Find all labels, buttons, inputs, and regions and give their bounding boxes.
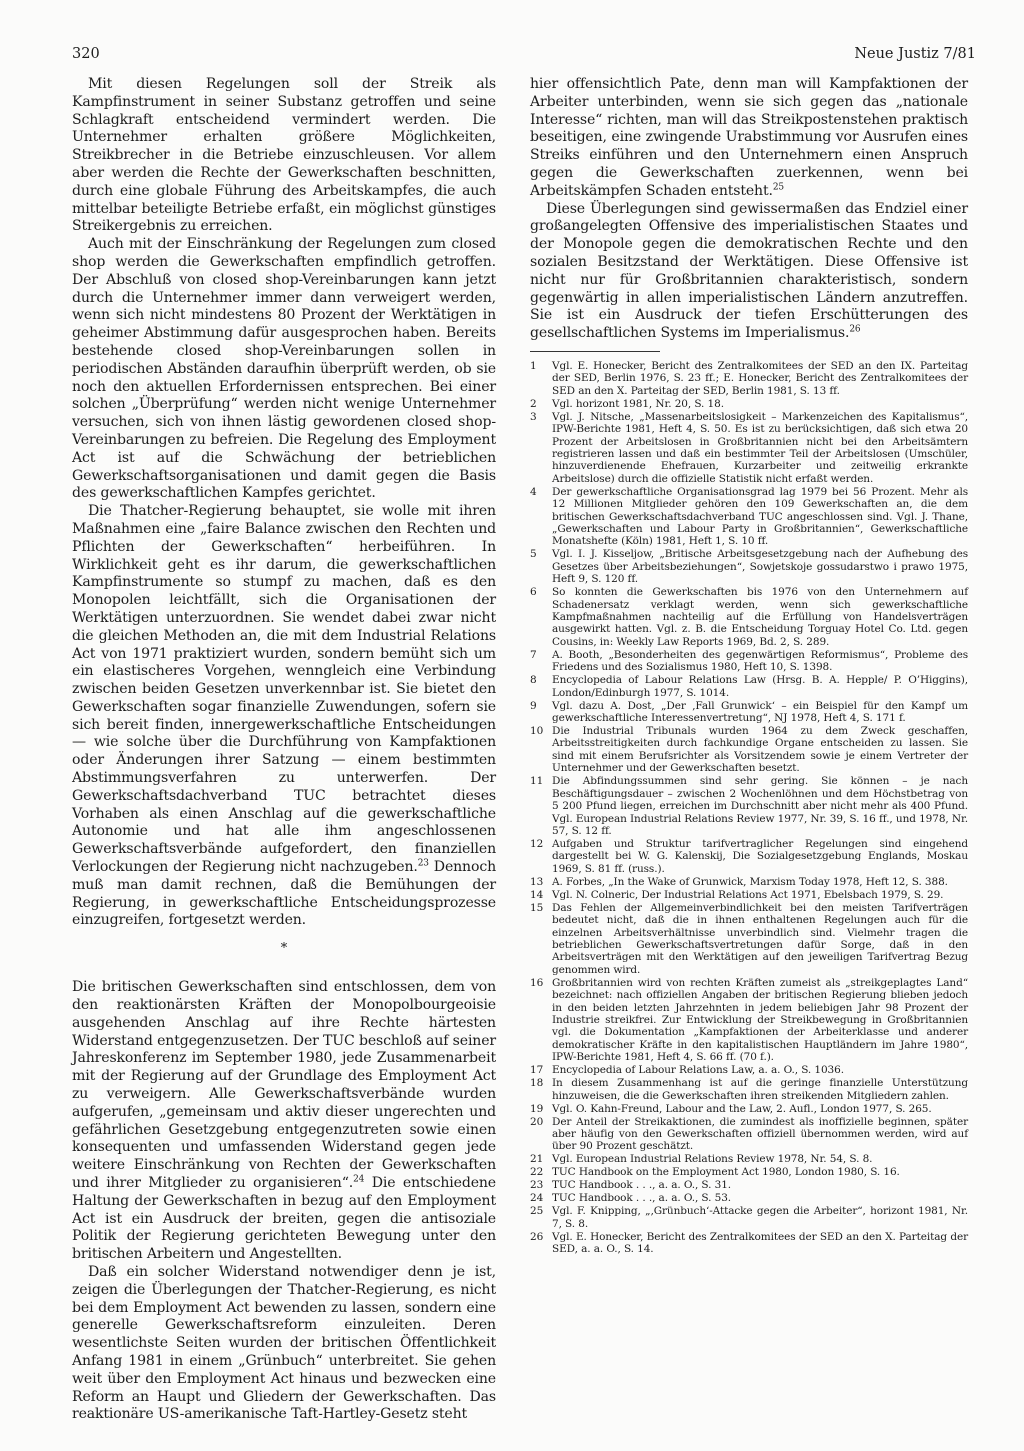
footnote-number: 10 (530, 725, 544, 738)
journal-issue: Neue Justiz 7/81 (854, 46, 976, 62)
footnote-number: 21 (530, 1153, 544, 1166)
footnote-text: Die Industrial Tribunals wurden 1964 zu dem Zweck geschaffen, Arbeitsstreitigkeiten durch fachkundige Organe entscheiden zu lassen. Sie sind mit einem Berufsrichter als Vorsitzendem sowie je einem Vertreter der Unternehmer und der Gewerkschaften besetzt. (552, 725, 968, 775)
footnote-text: Vgl. horizont 1981, Nr. 20, S. 18. (552, 397, 724, 410)
section-separator: * (280, 941, 288, 957)
footnote-item (530, 411, 968, 485)
page-number: 320 (72, 46, 100, 62)
left-column (72, 76, 496, 1424)
footnote-text: Großbritannien wird von rechten Kräften zumeist als „streikgeplagtes Land“ bezeichnet: nach offiziellen Angaben der britischen Regierung blieben jedoch in den beiden letzten Jahrzehnten in jedem beliebigen Jahr 98 Prozent der Industrie streikfrei. Zur Entwicklung der Streikbewegung in Großbritannien vgl. die Dokumentation „Kampfaktionen der Arbeiterklasse und anderer demokratischer Kräfte in den kapitalistischen Hauptländern im Jahre 1980“, IPW-Berichte 1981, Heft 4, S. 66 ff. (70 f.). (552, 976, 968, 1064)
footnote-number: 12 (530, 837, 544, 850)
footnote-ref[interactable]: 23 (417, 858, 429, 869)
footnote-item (530, 1064, 968, 1076)
footnote-number: 3 (530, 410, 537, 423)
footnote-number: 4 (530, 485, 537, 498)
footnote-item (530, 889, 968, 901)
footnote-text: A. Forbes, „In the Wake of Grunwick, Marxism Today 1978, Heft 12, S. 388. (552, 875, 948, 888)
paragraph: Daß ein solcher Widerstand notwendiger denn je ist, zeigen die Überlegungen der Thatcher-Regierung, es nicht bei dem Employment Act bewenden zu lassen, sondern eine generelle Gewerkschaftsreform einzuleiten. Deren wesentlichste Seiten wurden der britischen Öffentlichkeit Anfang 1981 in einem „Grünbuch“ unterbreitet. Sie gehen weit über den Employment Act hinaus und bezwecken eine Reform an Haupt und Gliedern der Gewerkschaften. Das reaktionäre US-amerikanische Taft-Hartley-Gesetz steht (72, 1264, 496, 1423)
footnote-number: 25 (530, 1205, 544, 1218)
footnote-item (530, 649, 968, 674)
footnote-item (530, 876, 968, 888)
paragraph-text: Die Thatcher-Regierung behauptet, sie wolle mit ihren Maßnahmen eine „faire Balance zwischen den Rechten und Pflichten der Gewerkschaften“ herbeiführen. In Wirklichkeit geht es ihr darum, die gewerkschaftlichen Kampfinstrumente so stumpf zu machen, daß es den Monopolen leichtfällt, sich die Organisationen der Werktätigen unterzuordnen. Sie wendet dabei zwar nicht die gleichen Methoden an, die mit dem Industrial Relations Act von 1971 praktiziert wurden, sondern bemüht sich um ein elastischeres Vorgehen, wenngleich eine Verbindung zwischen beiden Gesetzen unverkennbar ist. Sie bietet den Gewerkschaften sogar finanzielle Zuwendungen, sofern sie sich bereit finden, innergewerkschaftliche Entscheidungen — wie solche über die Durchführung von Kampfaktionen oder Änderungen ihrer Satzung — einem bestimmten Abstimmungsverfahren zu unterwerfen. Der Gewerkschaftsdachverband TUC betrachtet dieses Vorhaben als einen Anschlag auf die gewerkschaftliche Autonomie und hat alle ihm angeschlossenen Gewerkschaftsverbände aufgefordert, den finanziellen Verlockungen der Regierung nicht nachzugeben. (72, 503, 496, 876)
paragraph-text: Die entschiedene Haltung der Gewerkschaften in bezug auf den Employment Act ist ein Ausdruck der breiten, gegen die antisoziale Politik der Regierung gerichteten Bewegung unter den britischen Arbeitern und Angestellten. (72, 1175, 496, 1263)
footnote-number: 19 (530, 1102, 544, 1115)
footnote-text: Der Anteil der Streikaktionen, die zumindest als inoffizielle beginnen, später aber häufig von den Gewerkschaften offiziell übernommen werden, wird auf über 90 Prozent geschätzt. (552, 1115, 968, 1153)
footnote-text: Der gewerkschaftliche Organisationsgrad lag 1979 bei 56 Prozent. Mehr als 12 Millionen Mitglieder gehören den 109 Gewerkschaften an, die dem britischen Gewerkschaftsdachverband TUC angeschlossen sind. Vgl. J. Thane, „Gewerkschaften und Labour Party in Großbritannien“, Gewerkschaftliche Monatshefte (Köln) 1981, Heft 1, S. 10 ff. (552, 485, 968, 548)
footnote-text: Vgl. I. J. Kisseljow, „Britische Arbeitsgesetzgebung nach der Aufhebung des Gesetzes über Arbeitsbeziehungen“, Sowjetskoje gossudarstwo i prawo 1975, Heft 9, S. 120 ff. (552, 548, 968, 586)
footnote-item (530, 1205, 968, 1230)
footnotes (530, 360, 968, 1256)
footnote-number: 5 (530, 548, 537, 561)
footnote-number: 9 (530, 699, 537, 712)
footnote-number: 8 (530, 674, 537, 687)
footnote-item (530, 1179, 968, 1191)
footnote-item (530, 1116, 968, 1153)
footnote-text: Vgl. J. Nitsche, „Massenarbeitslosigkeit – Markenzeichen des Kapitalismus“, IPW-Berichte 1981, Heft 4, S. 50. Es ist zu berücksichtigen, daß sich etwa 20 Prozent der Arbeitslosen in Großbritannien nicht bei den Arbeitsämtern registrieren lassen und daß ein bestimmter Teil der Arbeitslosen (Umschüler, hinzuverdienende Ehefrauen, Kurzarbeiter und zeitweilig erkrankte Arbeitslose) durch die offizielle Statistik nicht erfaßt werden. (552, 410, 968, 485)
paragraph-text: Die britischen Gewerkschaften sind entschlossen, dem von den reaktionärsten Kräften der Monopolbourgeoisie ausgehenden Anschlag auf ihre Rechte härtesten Widerstand entgegenzusetzen. Der TUC beschloß auf seiner Jahreskonferenz im September 1980, jede Zusammenarbeit mit der Regierung auf der Grundlage des Employment Act zu verweigern. Alle Gewerkschaftsverbände wurden aufgerufen, „gemeinsam und aktiv dieser ungerechten und gefährlichen Gesetzgebung entgegenzutreten sowie einen konsequenten und umfassenden Widerstand gegen jede weitere Einschränkung von Rechten der Gewerkschaften und ihrer Mitglieder zu organisieren“. (72, 979, 497, 1192)
footnote-number: 2 (530, 397, 537, 410)
footnote-item (530, 360, 968, 397)
footnote-number: 22 (530, 1166, 544, 1179)
footnote-text: Vgl. O. Kahn-Freund, Labour and the Law, 2. Aufl., London 1977, S. 265. (552, 1102, 932, 1115)
footnote-number: 16 (530, 976, 544, 989)
footnote-item (530, 586, 968, 648)
paragraph (72, 979, 496, 1264)
footnote-item (530, 486, 968, 548)
paragraph: Mit diesen Regelungen soll der Streik als Kampfinstrument in seiner Substanz getroffen und seine Schlagkraft entscheidend vermindert werden. Die Unternehmer erhalten größere Möglichkeiten, Streikbrecher in die Betriebe einzuschleusen. Vor allem aber werden die Rechte der Gewerkschaften beschnitten, durch eine globale Führung des Arbeitskampfes, die auch mittelbar beteiligte Betriebe erfaßt, ein möglichst günstiges Streikergebnis zu erreichen. (72, 76, 496, 235)
footnote-text: TUC Handbook . . ., a. a. O., S. 31. (552, 1179, 732, 1192)
footnote-item (530, 775, 968, 837)
footnote-item (530, 548, 968, 585)
paragraph-text: Diese Überlegungen sind gewissermaßen das Endziel einer großangelegten Offensive des imperialistischen Staates und der Monopole gegen die demokratischen Rechte und den sozialen Besitzstand der Werktätigen. Diese Offensive ist nicht nur für Großbritannien charakteristisch, sondern gegenwärtig in allen imperialistischen Ländern anzutreffen. Sie ist ein Ausdruck der tiefen Erschütterungen des gesellschaftlichen Systems im Imperialismus. (530, 200, 968, 342)
footnote-number: 13 (530, 875, 544, 888)
footnote-number: 1 (530, 359, 537, 372)
footnote-text: Aufgaben und Struktur tarifvertraglicher Regelungen sind eingehend dargestellt bei W. G. Kalenskij, Die Sozialgesetzgebung Englands, Moskau 1969, S. 81 ff. (russ.). (552, 837, 968, 875)
footnote-item (530, 725, 968, 775)
footnote-item (530, 700, 968, 725)
footnote-text: Encyclopedia of Labour Relations Law, a. a. O., S. 1036. (552, 1064, 844, 1077)
footnote-text: Vgl. E. Honecker, Bericht des Zentralkomitees der SED an den X. Parteitag der SED, a. a. O., S. 14. (552, 1230, 968, 1256)
footnote-text: In diesem Zusammenhang ist auf die geringe finanzielle Unterstützung hinzuweisen, die die Gewerkschaften ihren streikenden Mitgliedern zahlen. (552, 1077, 968, 1102)
footnote-number: 6 (530, 586, 537, 599)
footnote-text: So konnten die Gewerkschaften bis 1976 von den Unternehmern auf Schadenersatz verklagt werden, wenn sich gewerkschaftliche Kampfmaßnahmen nachteilig auf die Erfüllung von Handelsverträgen ausgewirkt hatten. Vgl. z. B. die Entscheidung Torguay Hotel Co. Ltd. gegen Cousins, in: Weekly Law Reports 1969, Bd. 2, S. 289. (552, 586, 968, 648)
footnote-item (530, 1166, 968, 1178)
right-column (530, 76, 968, 1256)
footnote-text: Vgl. F. Knipping, „‚Grünbuch‘-Attacke gegen die Arbeiter“, horizont 1981, Nr. 7, S. 8. (552, 1205, 968, 1230)
footnote-text: Das Fehlen der Allgemeinverbindlichkeit bei den meisten Tarifverträgen bedeutet nicht, daß die in ihnen enthaltenen Regelungen auch für die einzelnen Arbeitsverhältnisse unverbindlich sind. Vielmehr tragen die betrieblichen Gewerkschaftsvertretungen dafür Sorge, daß in den Arbeitsverträgen mit den Werktätigen auf den jeweiligen Tarifvertrag Bezug genommen wird. (552, 901, 968, 976)
footnote-text: Vgl. European Industrial Relations Review 1978, Nr. 54, S. 8. (552, 1153, 873, 1166)
footnote-item (530, 1153, 968, 1165)
footnote-item (530, 1077, 968, 1102)
footnote-item (530, 977, 968, 1064)
paragraph (530, 76, 968, 201)
footnote-item (530, 838, 968, 875)
footnote-divider (530, 351, 660, 352)
paragraph: Auch mit der Einschränkung der Regelungen zum closed shop werden die Gewerkschaften empfindlich getroffen. Der Abschluß von closed shop-Vereinbarungen kann jetzt durch die Unternehmer immer dann verweigert werden, wenn sich nicht mindestens 80 Prozent der Werktätigen in geheimer Abstimmung dafür ausgesprochen haben. Bereits bestehende closed shop-Vereinbarungen sollen in periodischen Abständen daraufhin überprüft werden, ob sie noch den aktuellen Erfordernissen entsprechen. Bei einer solchen „Überprüfung“ werden nicht wenige Unternehmer versuchen, sich von ihnen lästig gewordenen closed shop-Vereinbarungen zu befreien. Die Regelung des Employment Act ist auf die Schwächung der betrieblichen Gewerkschaftsorganisationen und damit gegen die Basis des gewerkschaftlichen Kampfes gerichtet. (72, 236, 496, 502)
footnote-item (530, 674, 968, 699)
footnote-text: Die Abfindungssummen sind sehr gering. Sie können – je nach Beschäftigungsdauer – zwischen 2 Wochenlöhnen und dem Höchstbetrag von 5 200 Pfund liegen, erreichen im Durchschnitt aber nicht mehr als 400 Pfund. Vgl. European Industrial Relations Review 1977, Nr. 39, S. 16 ff., und 1978, Nr. 57, S. 12 ff. (552, 775, 968, 837)
footnote-text: Vgl. N. Colneric, Der Industrial Relations Act 1971, Ebelsbach 1979, S. 29. (552, 888, 944, 901)
footnote-number: 7 (530, 648, 537, 661)
footnote-text: Vgl. dazu A. Dost, „Der ‚Fall Grunwick‘ – ein Beispiel für den Kampf um gewerkschaftliche Interessenvertretung“, NJ 1978, Heft 4, S. 171 f. (552, 699, 968, 725)
footnote-number: 14 (530, 888, 544, 901)
footnote-item (530, 1231, 968, 1256)
footnote-text: Vgl. E. Honecker, Bericht des Zentralkomitees der SED an den IX. Parteitag der SED, Berlin 1976, S. 23 ff.; E. Honecker, Bericht des Zentralkomitees der SED an den X. Parteitag der SED, Berlin 1981, S. 13 ff. (552, 359, 968, 397)
footnote-number: 15 (530, 901, 544, 914)
footnote-number: 17 (530, 1064, 544, 1077)
paragraph-text: Dennoch muß man damit rechnen, daß die Bemühungen der Regierung, in gewerkschaftliche Entscheidungsprozesse einzugreifen, fortgesetzt werden. (72, 859, 496, 929)
footnote-item (530, 1103, 968, 1115)
paragraph (72, 503, 496, 930)
footnote-item (530, 1192, 968, 1204)
footnote-text: TUC Handbook . . ., a. a. O., S. 53. (552, 1192, 732, 1205)
footnote-number: 18 (530, 1077, 544, 1090)
footnote-number: 24 (530, 1192, 544, 1205)
footnote-number: 23 (530, 1179, 544, 1192)
footnote-number: 26 (530, 1230, 544, 1243)
footnote-text: A. Booth, „Besonderheiten des gegenwärtigen Reformismus“, Probleme des Friedens und des Sozialismus 1980, Heft 10, S. 1398. (552, 648, 968, 674)
footnote-ref[interactable]: 25 (772, 182, 784, 193)
paragraph (530, 201, 968, 343)
footnote-item (530, 398, 968, 410)
footnote-text: Encyclopedia of Labour Relations Law (Hrsg. B. A. Hepple/ P. O’Higgins), London/Edinburgh 1977, S. 1014. (552, 674, 968, 699)
footnote-number: 20 (530, 1115, 544, 1128)
footnote-item (530, 902, 968, 976)
paragraph-text: hier offensichtlich Pate, denn man will Kampfaktionen der Arbeiter unterbinden, wenn sie sich gegen das „nationale Interesse“ richten, man will das Streikpostenstehen praktisch beseitigen, eine zwingende Urabstimmung vor Ausrufen eines Streiks einführen und den Unternehmern einen Anspruch gegen die Gewerkschaften zuerkennen, wenn bei Arbeitskämpfen Schaden entsteht. (530, 76, 968, 199)
footnote-number: 11 (530, 775, 544, 788)
footnote-text: TUC Handbook on the Employment Act 1980, London 1980, S. 16. (552, 1166, 900, 1179)
footnote-ref[interactable]: 26 (849, 324, 861, 335)
footnote-ref[interactable]: 24 (353, 1174, 365, 1185)
